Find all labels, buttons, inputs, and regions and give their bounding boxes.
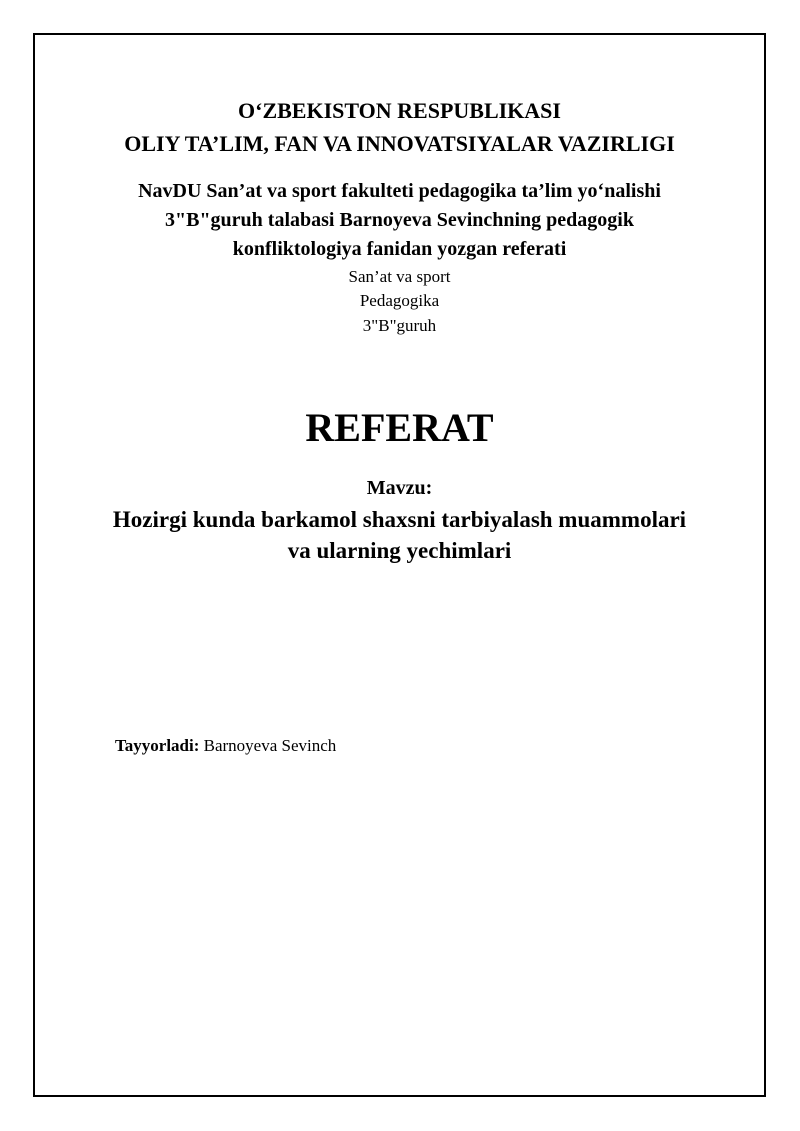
document-title: REFERAT [305,405,494,450]
intro-line-1: NavDU San’at va sport fakulteti pedagogika ta’lim yo‘nalishi [138,180,661,202]
faculty-text: San’at va sport [348,267,451,286]
intro-line-3: konfliktologiya fanidan yozgan referati [232,238,567,260]
ministry-line-2: OLIY TA’LIM, FAN VA INNOVATSIYALAR VAZIRLIGI [124,131,675,156]
topic-line-1: Hozirgi kunda barkamol shaxsni tarbiyalash muammolari [112,507,687,532]
prepared-by-label: Tayyorladi: [115,736,200,755]
direction-text: Pedagogika [359,291,440,310]
intro-line-2: 3"B"guruh talabasi Barnoyeva Sevinchning pedagogik [165,209,634,231]
group-text: 3"B"guruh [362,316,437,335]
ministry-line-1: O‘ZBEKISTON RESPUBLIKASI [238,98,561,123]
prepared-by [115,734,336,758]
topic-line-2: va ularning yechimlari [287,538,512,563]
prepared-by-name: Barnoyeva Sevinch [203,736,337,755]
topic-label: Mavzu: [366,477,433,499]
